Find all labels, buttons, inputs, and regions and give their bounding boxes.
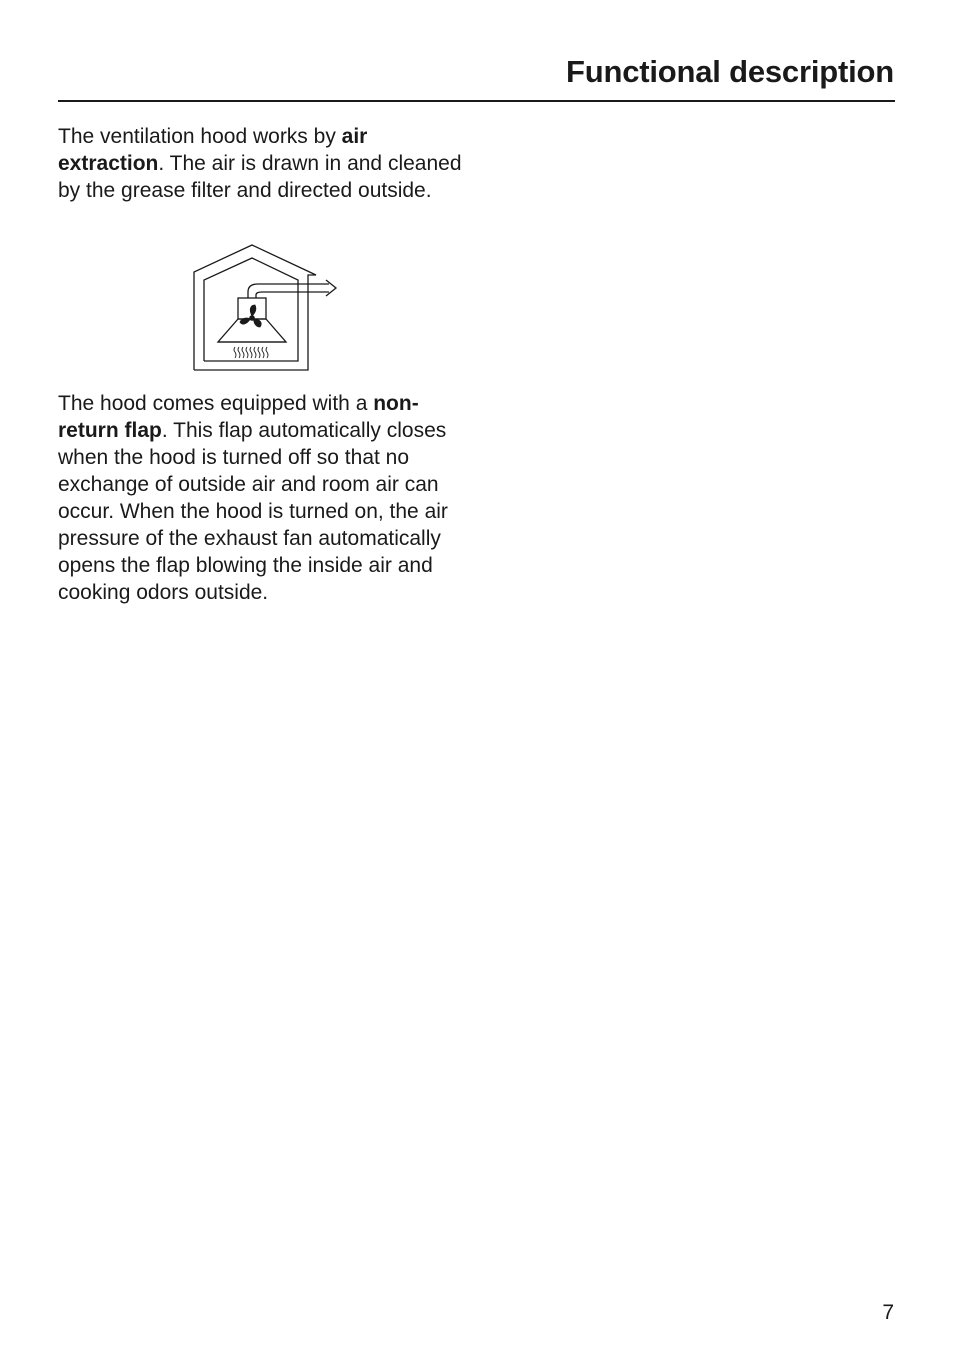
- intro-paragraph: [58, 123, 468, 204]
- intro-bold-term: air extraction: [58, 125, 368, 175]
- air-extraction-house-icon: [184, 243, 340, 374]
- non-return-flap-paragraph: [58, 390, 468, 606]
- heat-waves-icon: [234, 347, 268, 358]
- exhaust-duct: [248, 284, 329, 298]
- page-title: Functional description: [565, 54, 894, 89]
- exhaust-duct-inner: [256, 292, 329, 298]
- fan-icon: [240, 305, 261, 327]
- intro-text-end: . The air is drawn in and cleaned by the grease filter and directed outside.: [58, 152, 462, 202]
- flap-text-start: The hood comes equipped with a: [58, 392, 374, 415]
- page-number: 7: [882, 1301, 894, 1324]
- exhaust-arrow-icon: [326, 280, 336, 296]
- flap-bold-term: non-return flap: [58, 392, 419, 442]
- flap-text-end: . This flap automatically closes when the hood is turned off so that no exchange of outside air and room air can occur. When the hood is turned on, the air pressure of the exhaust fan automatically opens the flap blowing the inside air and cooking odors outside.: [58, 419, 448, 604]
- hood-canopy: [218, 319, 286, 342]
- intro-text-start: The ventilation hood works by: [58, 125, 342, 148]
- title-divider: [58, 100, 895, 102]
